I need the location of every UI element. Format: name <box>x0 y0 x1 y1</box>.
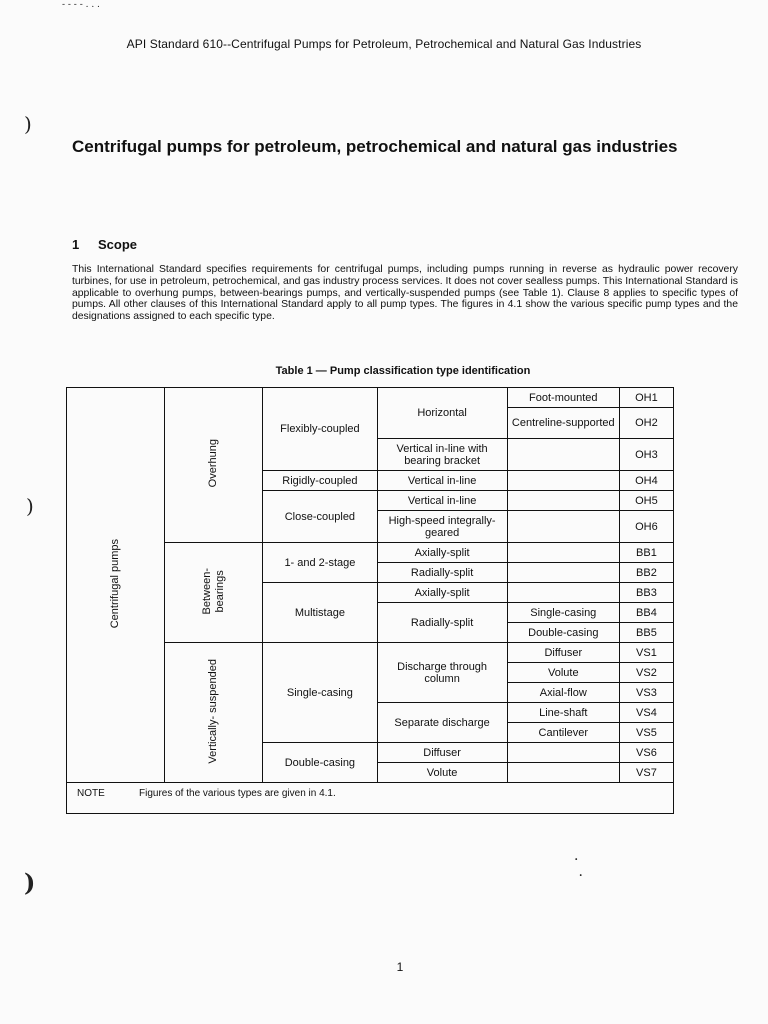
table-cell: Radially-split <box>377 603 507 643</box>
table-cell: Vertical in-line <box>377 471 507 491</box>
table-cell: Discharge through column <box>377 643 507 703</box>
table-cell: Axially-split <box>377 543 507 563</box>
running-header: API Standard 610--Centrifugal Pumps for Petroleum, Petrochemical and Natural Gas Industries <box>126 37 642 51</box>
type-code: BB2 <box>619 563 673 583</box>
scope-paragraph: This International Standard specifies requirements for centrifugal pumps, including pumps running in reverse as hydraulic power recovery turbines, for use in petroleum, petrochemical, and gas industry process services. It does not cover sealless pumps. This International Standard is applicable to overhung pumps, between-bearings pumps, and vertically-suspended pumps (see Table 1). Clause 8 applies to specific types of pumps. All other clauses of this International Standard apply to all pump types. The figures in 4.1 show the various specific pump types and the designations assigned to each specific type. <box>72 264 738 323</box>
group-cell-overhung <box>165 388 263 543</box>
root-label: Centrifugal pumps <box>109 538 122 629</box>
group-label-between-bearings: Between- bearings <box>200 567 226 615</box>
empty-cell <box>507 439 619 471</box>
type-code: OH1 <box>619 388 673 408</box>
section-number: 1 <box>72 237 80 252</box>
group-cell-vertically-suspended <box>165 643 263 783</box>
scan-mark-paren-3: ) <box>24 868 36 897</box>
type-code: VS2 <box>619 663 673 683</box>
table-cell: 1- and 2-stage <box>263 543 377 583</box>
scan-mark-dots: · · <box>574 852 583 884</box>
table-cell: Close-coupled <box>263 491 377 543</box>
root-cell <box>67 388 165 783</box>
table-cell: Single-casing <box>507 603 619 623</box>
note-label: NOTE <box>77 788 105 799</box>
note-text: Figures of the various types are given in 4.1. <box>139 788 336 799</box>
empty-cell <box>507 491 619 511</box>
empty-cell <box>507 583 619 603</box>
section-title: Scope <box>98 237 138 252</box>
type-code: OH5 <box>619 491 673 511</box>
table-cell: Diffuser <box>507 643 619 663</box>
table-cell: Volute <box>507 663 619 683</box>
table-cell: Vertical in-line <box>377 491 507 511</box>
table-cell: Foot-mounted <box>507 388 619 408</box>
table-cell: Diffuser <box>377 743 507 763</box>
document-title: Centrifugal pumps for petroleum, petrochemical and natural gas industries <box>72 137 678 156</box>
type-code: BB3 <box>619 583 673 603</box>
table-cell: Horizontal <box>377 388 507 439</box>
group-cell-between-bearings <box>165 543 263 643</box>
empty-cell <box>507 471 619 491</box>
type-code: OH3 <box>619 439 673 471</box>
empty-cell <box>507 563 619 583</box>
table-cell: Axial-flow <box>507 683 619 703</box>
empty-cell <box>507 743 619 763</box>
table-cell: Vertical in-line with bearing bracket <box>377 439 507 471</box>
table-row <box>67 388 674 408</box>
type-code: BB1 <box>619 543 673 563</box>
scan-mark-paren-2: ) <box>26 494 34 518</box>
type-code: VS3 <box>619 683 673 703</box>
empty-cell <box>507 511 619 543</box>
table-cell: Rigidly-coupled <box>263 471 377 491</box>
table-cell: Line-shaft <box>507 703 619 723</box>
table-cell: Flexibly-coupled <box>263 388 377 471</box>
table-note <box>67 783 674 814</box>
table-cell: Cantilever <box>507 723 619 743</box>
table-cell: Single-casing <box>263 643 377 743</box>
scan-mark-paren-1: ) <box>24 112 32 136</box>
empty-cell <box>507 543 619 563</box>
type-code: OH2 <box>619 408 673 439</box>
group-label-overhung: Overhung <box>207 439 220 488</box>
type-code: VS5 <box>619 723 673 743</box>
table-cell: Double-casing <box>507 623 619 643</box>
table-caption: Table 1 — Pump classification type identification <box>275 365 531 377</box>
page-number: 1 <box>396 960 404 974</box>
section-heading <box>72 237 137 252</box>
pump-classification-table <box>66 387 674 814</box>
table-cell: Multistage <box>263 583 377 643</box>
table-cell: Radially-split <box>377 563 507 583</box>
table-cell: High-speed integrally-geared <box>377 511 507 543</box>
scan-mark-top: - - - - . . . <box>62 0 100 10</box>
type-code: VS4 <box>619 703 673 723</box>
table-cell: Separate discharge <box>377 703 507 743</box>
group-label-vertically-suspended: Vertically- suspended <box>207 658 220 764</box>
table-cell: Double-casing <box>263 743 377 783</box>
type-code: VS7 <box>619 763 673 783</box>
table-cell: Centreline-supported <box>507 408 619 439</box>
table-cell: Volute <box>377 763 507 783</box>
table-cell: Axially-split <box>377 583 507 603</box>
type-code: BB4 <box>619 603 673 623</box>
empty-cell <box>507 763 619 783</box>
type-code: OH4 <box>619 471 673 491</box>
type-code: OH6 <box>619 511 673 543</box>
type-code: BB5 <box>619 623 673 643</box>
table-note-row <box>67 783 674 814</box>
type-code: VS1 <box>619 643 673 663</box>
type-code: VS6 <box>619 743 673 763</box>
